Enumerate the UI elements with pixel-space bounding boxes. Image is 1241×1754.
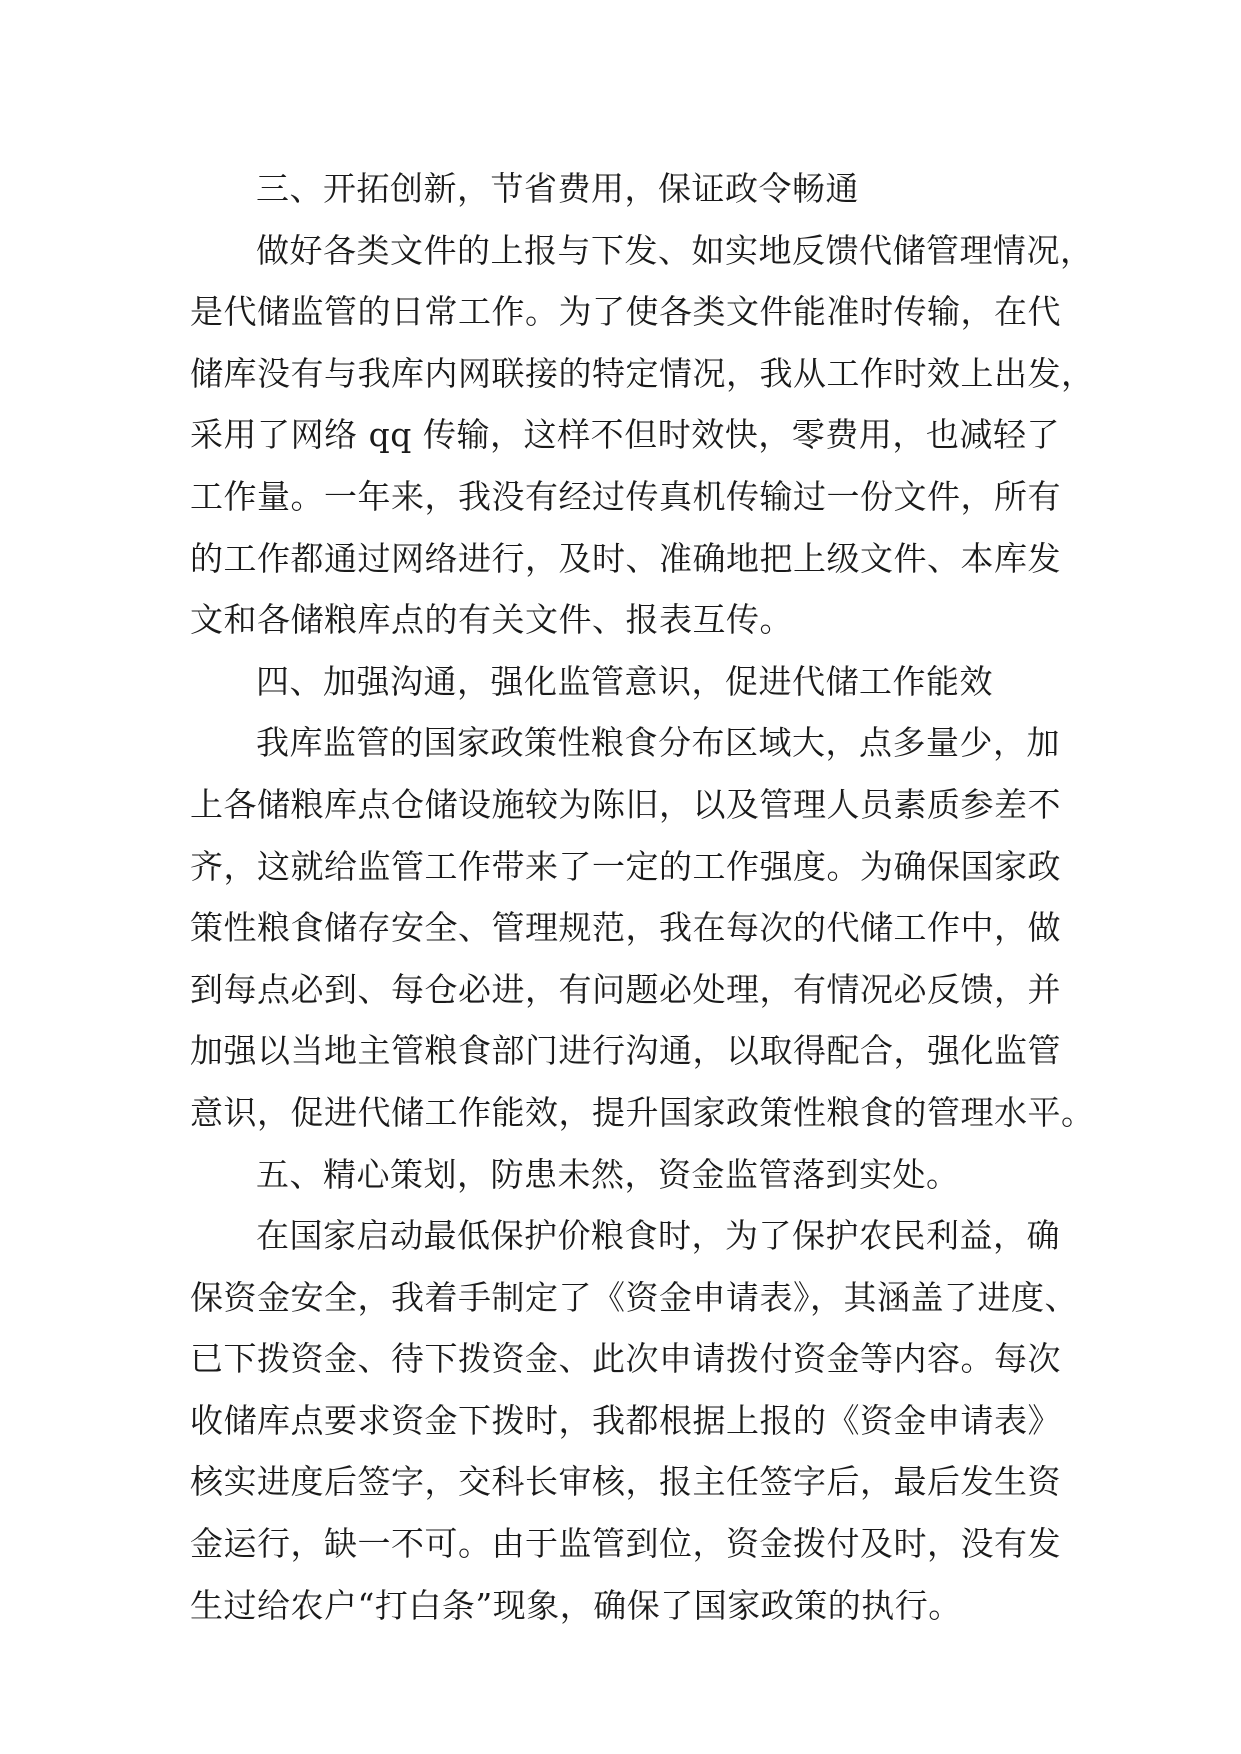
text-line: 是代储监管的日常工作。为了使各类文件能准时传输，在代 xyxy=(190,292,1061,332)
text-line: 我库监管的国家政策性粮食分布区域大，点多量少，加 xyxy=(256,723,1060,763)
text-line: 金运行，缺一不可。由于监管到位，资金拨付及时，没有发 xyxy=(190,1524,1061,1564)
text-line: 意识，促进代储工作能效，提升国家政策性粮食的管理水平。 xyxy=(190,1092,1095,1132)
text-line: 加强以当地主管粮食部门进行沟通，以取得配合，强化监管 xyxy=(190,1031,1061,1071)
text-line: 文和各储粮库点的有关文件、报表互传。 xyxy=(190,600,793,640)
text-line: 生过给农户“打白条”现象，确保了国家政策的执行。 xyxy=(190,1585,962,1625)
text-line: 策性粮食储存安全、管理规范，我在每次的代储工作中，做 xyxy=(190,908,1061,948)
text-line: 采用了网络 qq 传输，这样不但时效快，零费用，也减轻了 xyxy=(190,415,1060,455)
text-line: 已下拨资金、待下拨资金、此次申请拨付资金等内容。每次 xyxy=(190,1339,1061,1379)
text-line: 三、开拓创新，节省费用，保证政令畅通 xyxy=(256,169,859,208)
document-body xyxy=(190,158,1095,1636)
text-line: 五、精心策划，防患未然，资金监管落到实处。 xyxy=(256,1154,960,1194)
text-line: 上各储粮库点仓储设施较为陈旧，以及管理人员素质参差不 xyxy=(190,784,1061,824)
text-line: 在国家启动最低保护价粮食时，为了保护农民利益，确 xyxy=(256,1216,1060,1256)
text-line: 收储库点要求资金下拨时，我都根据上报的《资金申请表》 xyxy=(190,1400,1061,1440)
text-line: 储库没有与我库内网联接的特定情况，我从工作时效上出发， xyxy=(190,353,1095,393)
text-line: 做好各类文件的上报与下发、如实地反馈代储管理情况， xyxy=(256,230,1094,270)
text-line: 四、加强沟通，强化监管意识，促进代储工作能效 xyxy=(256,661,993,701)
text-line: 到每点必到、每仓必进，有问题必处理，有情况必反馈，并 xyxy=(190,969,1061,1009)
text-line: 核实进度后签字，交科长审核，报主任签字后，最后发生资 xyxy=(190,1462,1061,1502)
text-line: 工作量。一年来，我没有经过传真机传输过一份文件，所有 xyxy=(190,476,1061,516)
text-line: 齐，这就给监管工作带来了一定的工作强度。为确保国家政 xyxy=(190,846,1061,886)
text-line: 保资金安全，我着手制定了《资金申请表》，其涵盖了进度、 xyxy=(190,1277,1078,1317)
text-line: 的工作都通过网络进行，及时、准确地把上级文件、本库发 xyxy=(190,538,1061,578)
